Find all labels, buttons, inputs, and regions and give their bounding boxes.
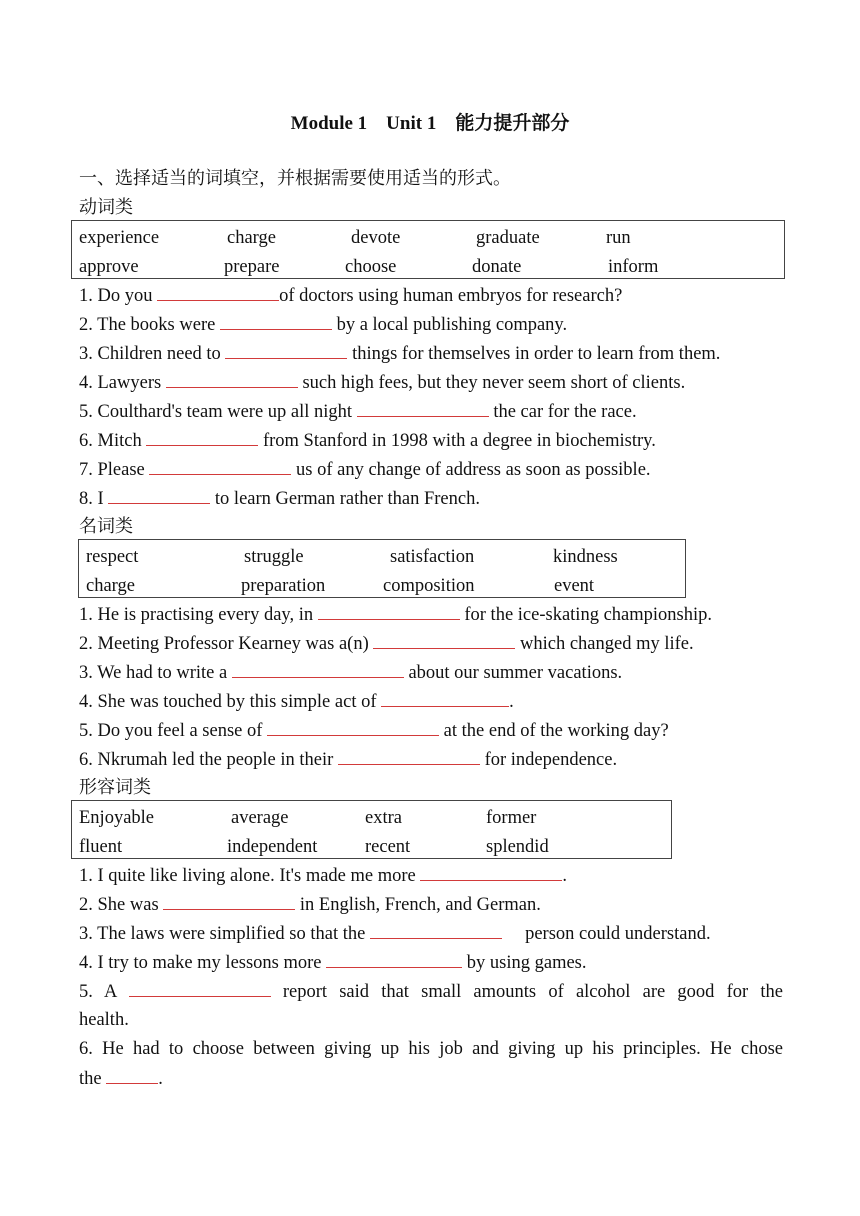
word-bank-item: satisfaction (390, 547, 475, 567)
word-bank-item: composition (383, 576, 475, 596)
answer-blank[interactable] (220, 312, 332, 330)
section-heading-verbs: 动词类 (79, 197, 133, 218)
word-bank-item: former (486, 808, 537, 828)
exercise-item: 6. Mitch from Stanford in 1998 with a degree in biochemistry. (79, 428, 656, 452)
word-bank-item: choose (345, 257, 397, 277)
word-box-adjectives (71, 800, 672, 859)
exercise-item: 1. I quite like living alone. It's made me more . (79, 863, 567, 887)
word-bank-item: respect (86, 547, 139, 567)
exercise-item: 6. He had to choose between giving up his job and giving up his principles. He chose (79, 1039, 783, 1059)
answer-blank[interactable] (225, 341, 347, 359)
answer-blank[interactable] (157, 283, 279, 301)
word-bank-item: graduate (476, 228, 540, 248)
answer-blank[interactable] (338, 747, 480, 765)
exercise-item: 3. Children need to things for themselves in order to learn from them. (79, 341, 720, 365)
exercise-item: 5. Do you feel a sense of at the end of the working day? (79, 718, 669, 742)
answer-blank[interactable] (108, 486, 210, 504)
exercise-item: 2. Meeting Professor Kearney was a(n) which changed my life. (79, 631, 694, 655)
answer-blank[interactable] (357, 399, 489, 417)
word-bank-item: preparation (241, 576, 326, 596)
answer-blank[interactable] (146, 428, 258, 446)
word-bank-item: donate (472, 257, 522, 277)
word-bank-item: extra (365, 808, 402, 828)
section-heading-nouns: 名词类 (79, 516, 133, 537)
answer-blank[interactable] (267, 718, 439, 736)
answer-blank[interactable] (370, 921, 502, 939)
exercise-item-continued: the . (79, 1066, 163, 1090)
word-box-verbs (71, 220, 785, 279)
word-bank-item: event (554, 576, 595, 596)
exercise-item: 8. I to learn German rather than French. (79, 486, 480, 510)
word-bank-item: independent (227, 837, 318, 857)
exercise-item: 7. Please us of any change of address as soon as possible. (79, 457, 651, 481)
word-bank-item: experience (79, 228, 160, 248)
word-bank-item: average (231, 808, 289, 828)
exercise-item: 5. A report said that small amounts of alcohol are good for the (79, 979, 783, 1003)
answer-blank[interactable] (129, 979, 271, 997)
exercise-item: 2. The books were by a local publishing company. (79, 312, 567, 336)
word-bank-item: splendid (486, 837, 549, 857)
exercise-item: 1. Do you of doctors using human embryos for research? (79, 283, 622, 307)
page-title: Module 1 Unit 1 能力提升部分 (290, 113, 570, 134)
exercise-item: 4. She was touched by this simple act of . (79, 689, 514, 713)
word-bank-item: struggle (244, 547, 304, 567)
word-box-nouns (78, 539, 686, 598)
exercise-item: 6. Nkrumah led the people in their for independence. (79, 747, 617, 771)
answer-blank[interactable] (373, 631, 515, 649)
word-bank-item: prepare (224, 257, 280, 277)
answer-blank[interactable] (106, 1066, 158, 1084)
word-bank-item: charge (86, 576, 135, 596)
answer-blank[interactable] (318, 602, 460, 620)
answer-blank[interactable] (381, 689, 509, 707)
word-bank-item: fluent (79, 837, 123, 857)
section-heading-adjectives: 形容词类 (79, 777, 151, 798)
exercise-item-continued: health. (79, 1010, 129, 1030)
word-bank-item: charge (227, 228, 276, 248)
word-bank-item: recent (365, 837, 411, 857)
exercise-item: 4. Lawyers such high fees, but they never seem short of clients. (79, 370, 685, 394)
word-bank-item: run (606, 228, 631, 248)
answer-blank[interactable] (163, 892, 295, 910)
word-bank-item: inform (608, 257, 659, 277)
answer-blank[interactable] (420, 863, 562, 881)
word-bank-item: approve (79, 257, 139, 277)
answer-blank[interactable] (232, 660, 404, 678)
answer-blank[interactable] (166, 370, 298, 388)
exercise-item: 3. We had to write a about our summer vacations. (79, 660, 622, 684)
exercise-item: 2. She was in English, French, and German. (79, 892, 541, 916)
word-bank-item: kindness (553, 547, 618, 567)
exercise-item: 5. Coulthard's team were up all night the car for the race. (79, 399, 637, 423)
exercise-item: 4. I try to make my lessons more by using games. (79, 950, 587, 974)
exercise-item: 3. The laws were simplified so that the person could understand. (79, 921, 711, 945)
instruction: 一、选择适当的词填空，并根据需要使用适当的形式。 (79, 168, 511, 189)
answer-blank[interactable] (326, 950, 462, 968)
word-bank-item: Enjoyable (79, 808, 155, 828)
answer-blank[interactable] (149, 457, 291, 475)
word-bank-item: devote (351, 228, 401, 248)
exercise-item: 1. He is practising every day, in for the ice-skating championship. (79, 602, 712, 626)
